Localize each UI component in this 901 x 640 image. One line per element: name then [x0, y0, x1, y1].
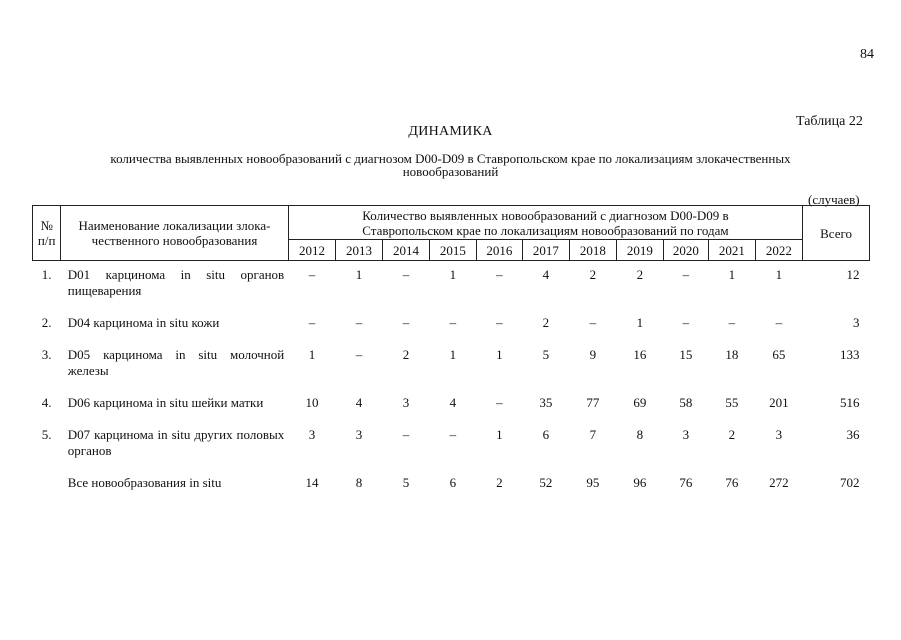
header-year: 2012: [288, 240, 336, 261]
row-value: 2: [589, 267, 597, 282]
header-year: 2015: [430, 240, 476, 261]
header-name: [61, 206, 288, 261]
header-year: 2019: [617, 240, 663, 261]
row-value: 8: [636, 427, 644, 442]
row-total: 36: [846, 427, 860, 442]
header-year: 2020: [663, 240, 708, 261]
row-name: D07 карцинома in situ других половых органов: [67, 427, 285, 458]
row-value: –: [682, 315, 690, 330]
row-name: D01 карцинома in situ органов пищеварения: [67, 267, 285, 298]
row-value: 18: [725, 347, 739, 362]
row-value: 10: [305, 395, 319, 410]
header-year: 2021: [709, 240, 755, 261]
row-total: 516: [840, 395, 860, 410]
row-number: [33, 475, 61, 491]
units-note: (случаев): [808, 192, 860, 207]
table-header: [33, 206, 870, 261]
row-value: 2: [496, 475, 503, 490]
row-value: –: [308, 267, 316, 282]
row-value: 9: [589, 347, 597, 362]
header-name-line-2: чественного новообразования: [91, 233, 258, 248]
table-label: Таблица 22: [796, 114, 863, 129]
row-value: 1: [308, 347, 316, 362]
header-year: 2018: [569, 240, 617, 261]
row-value: 3: [355, 427, 363, 442]
subtitle-line-2: новообразований: [402, 164, 499, 179]
header-year: 2017: [523, 240, 569, 261]
header-year: 2014: [382, 240, 430, 261]
row-value: 5: [542, 347, 550, 362]
row-value: 15: [679, 347, 693, 362]
row-value: 77: [586, 395, 600, 410]
row-value: 201: [769, 395, 789, 410]
row-value: 2: [728, 427, 736, 442]
header-year: 2022: [755, 240, 803, 261]
row-value: 1: [775, 267, 783, 282]
row-value: 1: [355, 267, 363, 282]
row-name-total: Все новообразования in situ: [67, 475, 222, 490]
row-value: 1: [496, 347, 503, 362]
row-value: 4: [449, 395, 457, 410]
row-value: 3: [682, 427, 690, 442]
row-value: 55: [725, 395, 739, 410]
header-name-line-1: Наименование локализации злока-: [78, 218, 271, 233]
row-value: –: [496, 267, 503, 282]
row-value: 6: [449, 475, 457, 490]
row-number: 4.: [41, 395, 52, 410]
header-years-group: [288, 206, 802, 240]
row-value: –: [449, 315, 457, 330]
row-total: 702: [840, 475, 860, 490]
row-total: 3: [853, 315, 860, 330]
row-value: 35: [539, 395, 553, 410]
row-value: 1: [449, 267, 457, 282]
row-name: D04 карцинома in situ кожи: [67, 315, 220, 330]
row-value: 4: [542, 267, 550, 282]
row-value: 1: [449, 347, 457, 362]
row-value: 7: [589, 427, 597, 442]
row-value: 1: [636, 315, 644, 330]
row-number: 3.: [41, 347, 52, 362]
row-value: –: [402, 267, 410, 282]
row-value: 2: [636, 267, 644, 282]
row-value: –: [728, 315, 736, 330]
row-total: 133: [840, 347, 860, 362]
document-subtitle: [40, 152, 861, 178]
row-value: 76: [679, 475, 693, 490]
row-value: 69: [633, 395, 647, 410]
header-year: 2013: [336, 240, 382, 261]
row-value: 2: [542, 315, 550, 330]
row-value: –: [449, 427, 457, 442]
row-value: 14: [305, 475, 319, 490]
table-body: [33, 261, 870, 492]
row-value: 6: [542, 427, 550, 442]
row-value: 65: [772, 347, 786, 362]
row-value: 52: [539, 475, 553, 490]
header-number-line-1: №: [40, 218, 53, 233]
row-value: –: [589, 315, 597, 330]
row-value: 58: [679, 395, 693, 410]
header-group-line-1: Количество выявленных новообразований с диагнозом D00-D09 в: [362, 207, 729, 223]
row-value: 3: [402, 395, 410, 410]
header-total: Всего: [803, 206, 870, 261]
row-value: 272: [769, 475, 789, 490]
row-number: 2.: [41, 315, 52, 330]
row-value: 2: [402, 347, 410, 362]
row-name: D06 карцинома in situ шейки матки: [67, 395, 264, 410]
row-value: 96: [633, 475, 647, 490]
data-table: [32, 205, 870, 491]
row-number: 1.: [41, 267, 52, 282]
row-value: –: [402, 427, 410, 442]
header-year: 2016: [476, 240, 522, 261]
row-total: 12: [846, 267, 860, 282]
header-number-line-2: п/п: [37, 233, 56, 248]
row-value: 4: [355, 395, 363, 410]
row-value: 95: [586, 475, 600, 490]
row-value: –: [355, 347, 363, 362]
row-value: –: [355, 315, 363, 330]
row-value: 3: [308, 427, 316, 442]
row-value: 76: [725, 475, 739, 490]
row-name: D05 карцинома in situ молочной железы: [67, 347, 285, 378]
row-number: 5.: [41, 427, 52, 442]
row-value: 3: [775, 427, 783, 442]
row-value: 16: [633, 347, 647, 362]
header-number: [33, 206, 61, 261]
row-value: 5: [402, 475, 410, 490]
row-value: –: [496, 395, 503, 410]
header-group-line-2: Ставропольском крае по локализациям новообразований по годам: [362, 222, 729, 238]
subtitle-line-1: количества выявленных новообразований с диагнозом D00-D09 в Ставропольском крае по локализациям злокачественных: [110, 151, 791, 166]
row-value: –: [402, 315, 410, 330]
row-value: 8: [355, 475, 363, 490]
document-title: ДИНАМИКА: [408, 124, 493, 139]
row-value: 1: [496, 427, 503, 442]
row-value: –: [682, 267, 690, 282]
row-value: –: [496, 315, 503, 330]
row-value: –: [775, 315, 783, 330]
row-value: 1: [728, 267, 736, 282]
page-number: 84: [860, 47, 874, 62]
row-value: –: [308, 315, 316, 330]
